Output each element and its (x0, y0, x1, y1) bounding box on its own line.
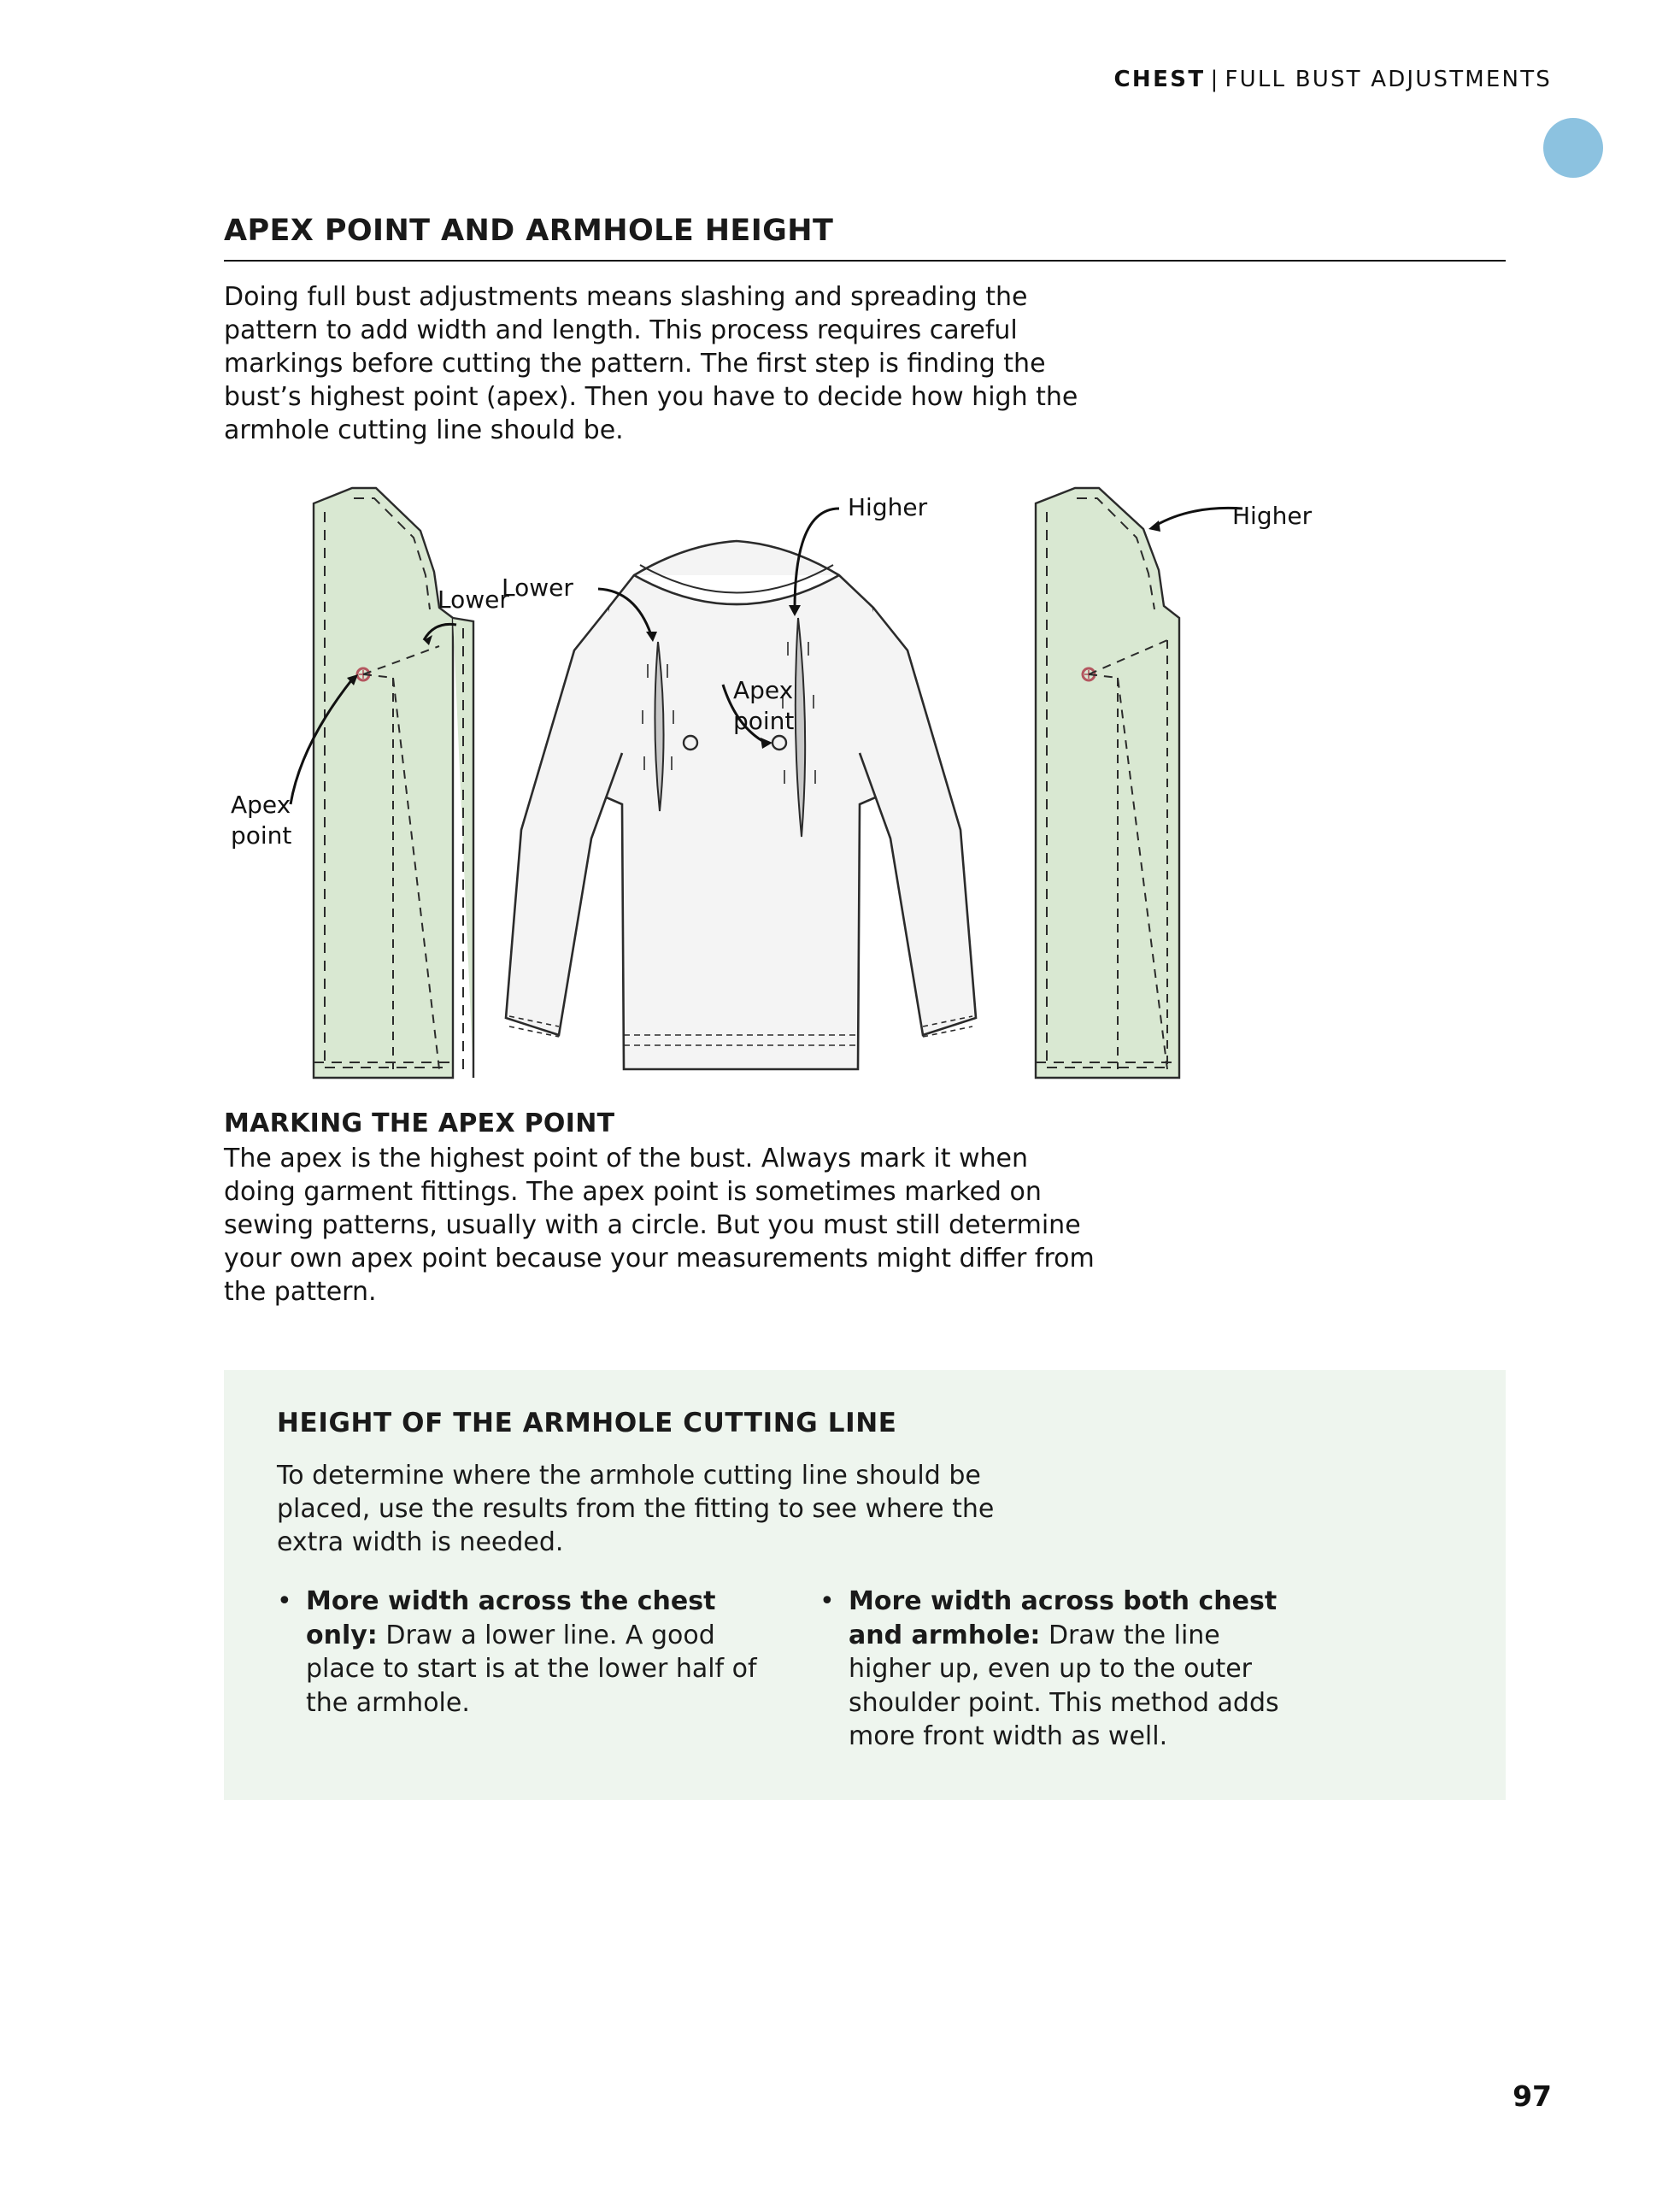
bullet-dot-icon: • (819, 1586, 835, 1616)
list-item (819, 1585, 1302, 1754)
label-center-apex-2: point (733, 707, 795, 735)
callout-lead: To determine where the armhole cutting line should be placed, use the results from the fitting to see where the extra width is needed. (277, 1461, 995, 1557)
left-pattern-piece (231, 488, 509, 1078)
page-number: 97 (1513, 2079, 1552, 2113)
header-accent-dot (1543, 118, 1603, 178)
label-left-apex-2: point (231, 821, 292, 850)
header-section: FULL BUST ADJUSTMENTS (1225, 67, 1552, 92)
label-left-apex-1: Apex (231, 791, 291, 819)
label-left-lower: Lower (438, 585, 509, 614)
callout-box (224, 1370, 1506, 1800)
header-separator: | (1210, 67, 1220, 92)
content-column (224, 214, 1506, 1800)
list-item (277, 1585, 760, 1720)
figure-apex-and-armhole (224, 471, 1506, 1103)
label-center-lower: Lower (502, 573, 573, 602)
label-center-higher: Higher (848, 493, 928, 521)
bullet-dot-icon: • (277, 1586, 292, 1616)
bullet-strong: More width across the chest only: (306, 1586, 716, 1650)
bullet-strong: More width across both chest and armhole: (849, 1586, 1278, 1650)
callout-bullet-list (277, 1585, 1453, 1754)
subsection-paragraph: The apex is the highest point of the bust. Always mark it when doing garment fittings. The apex point is sometimes marked on sewing patterns, usually with a circle. But you must still determine your own apex point because your measurements might differ from the pattern. (224, 1144, 1095, 1307)
callout-bullet-column-right (819, 1585, 1302, 1754)
page-title: APEX POINT AND ARMHOLE HEIGHT (224, 214, 1506, 262)
callout-bullet-column-left (277, 1585, 760, 1754)
subsection-title: MARKING THE APEX POINT (224, 1109, 615, 1138)
label-center-apex-1: Apex (733, 676, 794, 704)
running-header (1113, 67, 1552, 92)
intro-paragraph: Doing full bust adjustments means slashing and spreading the pattern to add width and length. This process requires careful markings before cutting the pattern. The first step is finding the bust’s highest point (apex). Then you have to decide how high the armhole cutting line should be. (224, 282, 1078, 445)
bullet-rest: Draw the line higher up, even up to the outer shoulder point. This method adds more front width as well. (849, 1620, 1279, 1752)
callout-title: HEIGHT OF THE ARMHOLE CUTTING LINE (277, 1408, 897, 1438)
bullet-rest: Draw a lower line. A good place to start is at the lower half of the armhole. (306, 1620, 757, 1718)
label-right-higher: Higher (1232, 502, 1313, 530)
center-garment-illustration (502, 493, 976, 1069)
right-pattern-piece (1036, 488, 1313, 1078)
header-chapter: CHEST (1113, 67, 1206, 92)
